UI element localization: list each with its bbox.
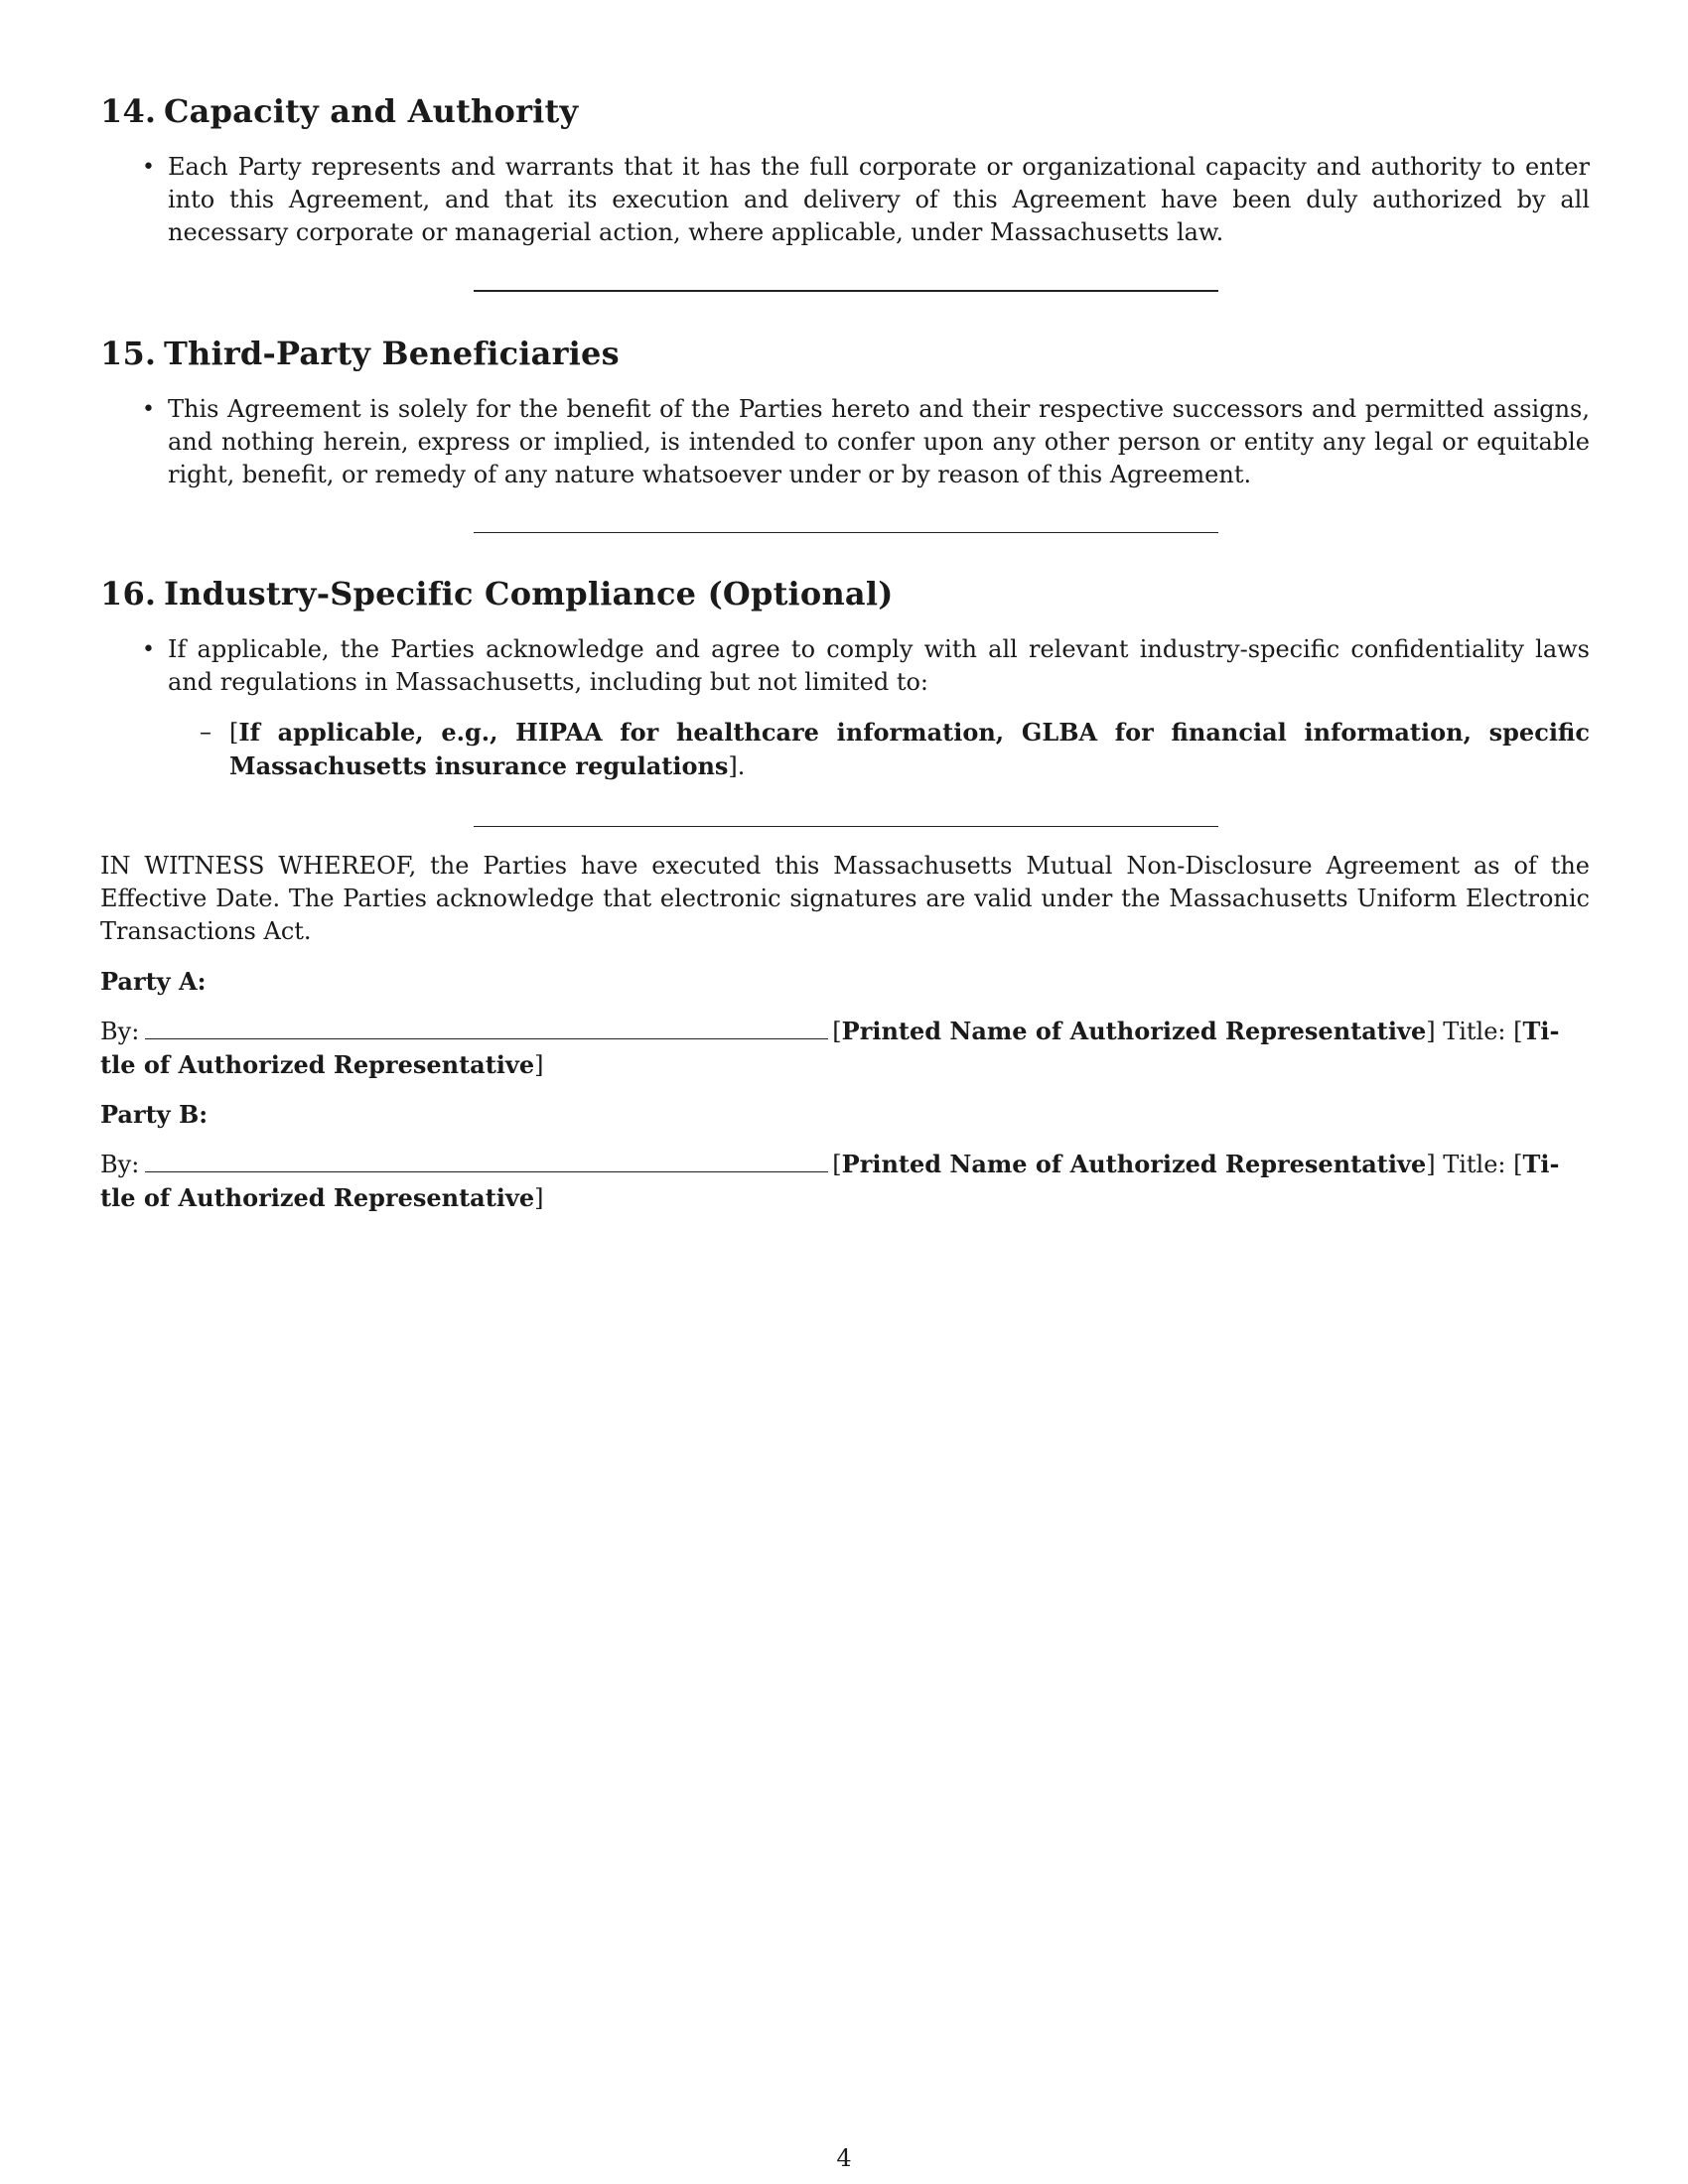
bracket-close: ].: [728, 752, 746, 780]
party-a-signature-block: By: [Printed Name of Authorized Representative] Title: [Ti- tle of Authorized Representative]: [100, 1017, 1560, 1079]
section-title: Industry-Specific Compliance (Optional): [164, 575, 894, 613]
page-number: 4: [836, 2144, 852, 2172]
section-divider: [474, 532, 1218, 533]
bracket-open: [: [229, 719, 239, 747]
section-number: 16.: [100, 575, 157, 613]
sub-bullet-placeholder: If applicable, e.g., HIPAA for healthcare information, GLBA for financial information, specific Massachusetts insurance regulations: [229, 718, 1590, 780]
party-b-label: Party B:: [100, 1100, 209, 1129]
party-a-label: Party A:: [100, 967, 207, 996]
bullet-text: If applicable, the Parties acknowledge and agree to comply with all relevant industry-specific confidentiality laws and regulations in Massachusetts, including but not limited to:: [168, 635, 1590, 696]
title-placeholder-start: Ti-: [1522, 1150, 1560, 1178]
title-placeholder-end: tle of Authorized Representative: [100, 1050, 535, 1079]
title-placeholder-start: Ti-: [1522, 1017, 1560, 1045]
title-label: Title:: [1443, 1151, 1506, 1178]
printed-name-placeholder: Printed Name of Authorized Representative: [841, 1150, 1427, 1178]
party-b-signature-block: By: [Printed Name of Authorized Representative] Title: [Ti- tle of Authorized Representative]: [100, 1150, 1560, 1212]
section-divider: [474, 826, 1218, 827]
bullet-icon: •: [142, 637, 155, 662]
section-divider: [474, 290, 1218, 292]
section-15-heading: [100, 335, 620, 372]
signature-line[interactable]: [145, 1017, 828, 1039]
section-title: Capacity and Authority: [164, 92, 579, 130]
section-title: Third-Party Beneficiaries: [164, 335, 620, 372]
section-number: 15.: [100, 335, 157, 372]
signature-line[interactable]: [145, 1150, 828, 1172]
sub-bullet-text: [229, 716, 1590, 783]
witness-paragraph: IN WITNESS WHEREOF, the Parties have executed this Massachusetts Mutual Non-Disclosure Agreement as of the Effective Date. The Parties acknowledge that electronic signatures are valid under the Massachusetts Uniform Electronic Transactions Act.: [100, 852, 1590, 945]
section-16-heading: [100, 575, 894, 613]
section-number: 14.: [100, 92, 157, 130]
bullet-text: Each Party represents and warrants that it has the full corporate or organizational capacity and authority to enter into this Agreement, and that its execution and delivery of this Agreement have been duly authorized by all necessary corporate or managerial action, where applicable, under Massachusetts law.: [168, 153, 1590, 246]
title-placeholder-end: tle of Authorized Representative: [100, 1183, 535, 1212]
bullet-icon: •: [142, 397, 155, 422]
section-14-heading: [100, 92, 579, 130]
title-label: Title:: [1443, 1018, 1506, 1045]
bullet-text: This Agreement is solely for the benefit of the Parties hereto and their respective successors and permitted assigns, and nothing herein, express or implied, is intended to confer upon any other person or entity any legal or equitable right, benefit, or remedy of any nature whatsoever under or by reason of this Agreement.: [168, 395, 1590, 488]
by-label: By:: [100, 1151, 140, 1178]
dash-icon: –: [200, 718, 211, 746]
printed-name-placeholder: Printed Name of Authorized Representative: [841, 1017, 1427, 1045]
bullet-icon: •: [142, 155, 155, 180]
by-label: By:: [100, 1018, 140, 1045]
